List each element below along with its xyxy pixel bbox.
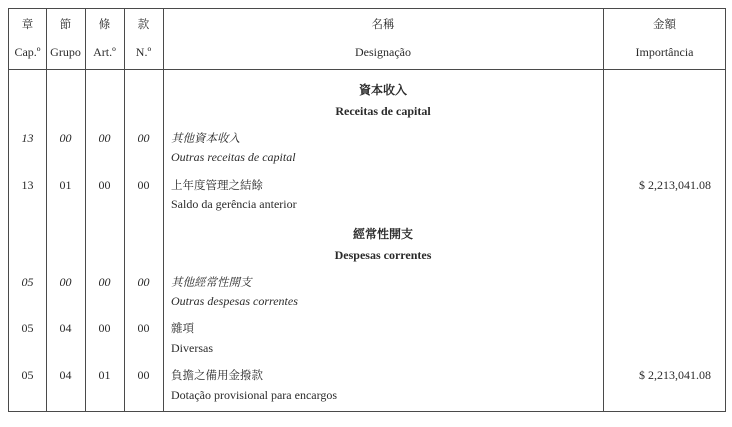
row-no: 00 (137, 178, 150, 192)
row-no: 00 (137, 275, 150, 289)
row-amount: $ 2,213,041.08 (639, 178, 711, 192)
row-designation-zh: 其他經常性開支 (171, 275, 252, 289)
row-grupo: 00 (59, 131, 72, 145)
header-cap-pt: Cap.º (14, 45, 41, 59)
row-no: 00 (137, 368, 150, 382)
section-title-pt: Receitas de capital (335, 104, 431, 118)
row-grupo: 00 (59, 275, 72, 289)
row-no: 00 (137, 131, 150, 145)
row-grupo: 04 (59, 321, 72, 335)
header-designation-zh: 名稱 (371, 17, 395, 31)
header-cap-zh: 章 (21, 17, 34, 31)
header-grupo-zh: 節 (59, 17, 72, 31)
row-designation-zh: 雜項 (171, 321, 194, 335)
row-designation-pt: Saldo da gerência anterior (171, 197, 297, 211)
header-amount-zh: 金額 (653, 17, 676, 31)
budget-table (8, 8, 726, 412)
row-designation-pt: Dotação provisional para encargos (171, 388, 338, 402)
row-amount: $ 2,213,041.08 (639, 368, 711, 382)
row-art: 00 (98, 178, 111, 192)
header-no-zh: 款 (137, 17, 150, 31)
header-art-pt: Art.º (93, 45, 116, 59)
row-designation-zh: 上年度管理之結餘 (171, 178, 263, 192)
row-cap: 05 (21, 321, 34, 335)
row-art: 00 (98, 131, 111, 145)
row-designation-zh: 負擔之備用金撥款 (171, 368, 263, 382)
header-amount-pt: Importância (635, 45, 694, 59)
row-cap: 13 (21, 178, 34, 192)
row-cap: 13 (21, 131, 34, 145)
row-no: 00 (137, 321, 150, 335)
header-grupo-pt: Grupo (50, 45, 81, 59)
row-grupo: 01 (59, 178, 72, 192)
row-art: 00 (98, 275, 111, 289)
header-designation-pt: Designação (355, 45, 411, 59)
section-title-zh: 資本收入 (358, 83, 407, 97)
row-art: 00 (98, 321, 111, 335)
row-designation-pt: Outras receitas de capital (171, 150, 296, 164)
header-no-pt: N.º (135, 45, 152, 59)
section-title-zh: 經常性開支 (352, 227, 413, 241)
row-designation-zh: 其他資本收入 (171, 131, 240, 145)
row-art: 01 (98, 368, 111, 382)
header-art-zh: 條 (98, 17, 111, 31)
row-cap: 05 (21, 275, 34, 289)
header-divider (9, 69, 725, 70)
row-designation-pt: Diversas (171, 341, 213, 355)
row-grupo: 04 (59, 368, 72, 382)
row-cap: 05 (21, 368, 34, 382)
section-title-pt: Despesas correntes (334, 248, 432, 262)
row-designation-pt: Outras despesas correntes (171, 294, 298, 308)
